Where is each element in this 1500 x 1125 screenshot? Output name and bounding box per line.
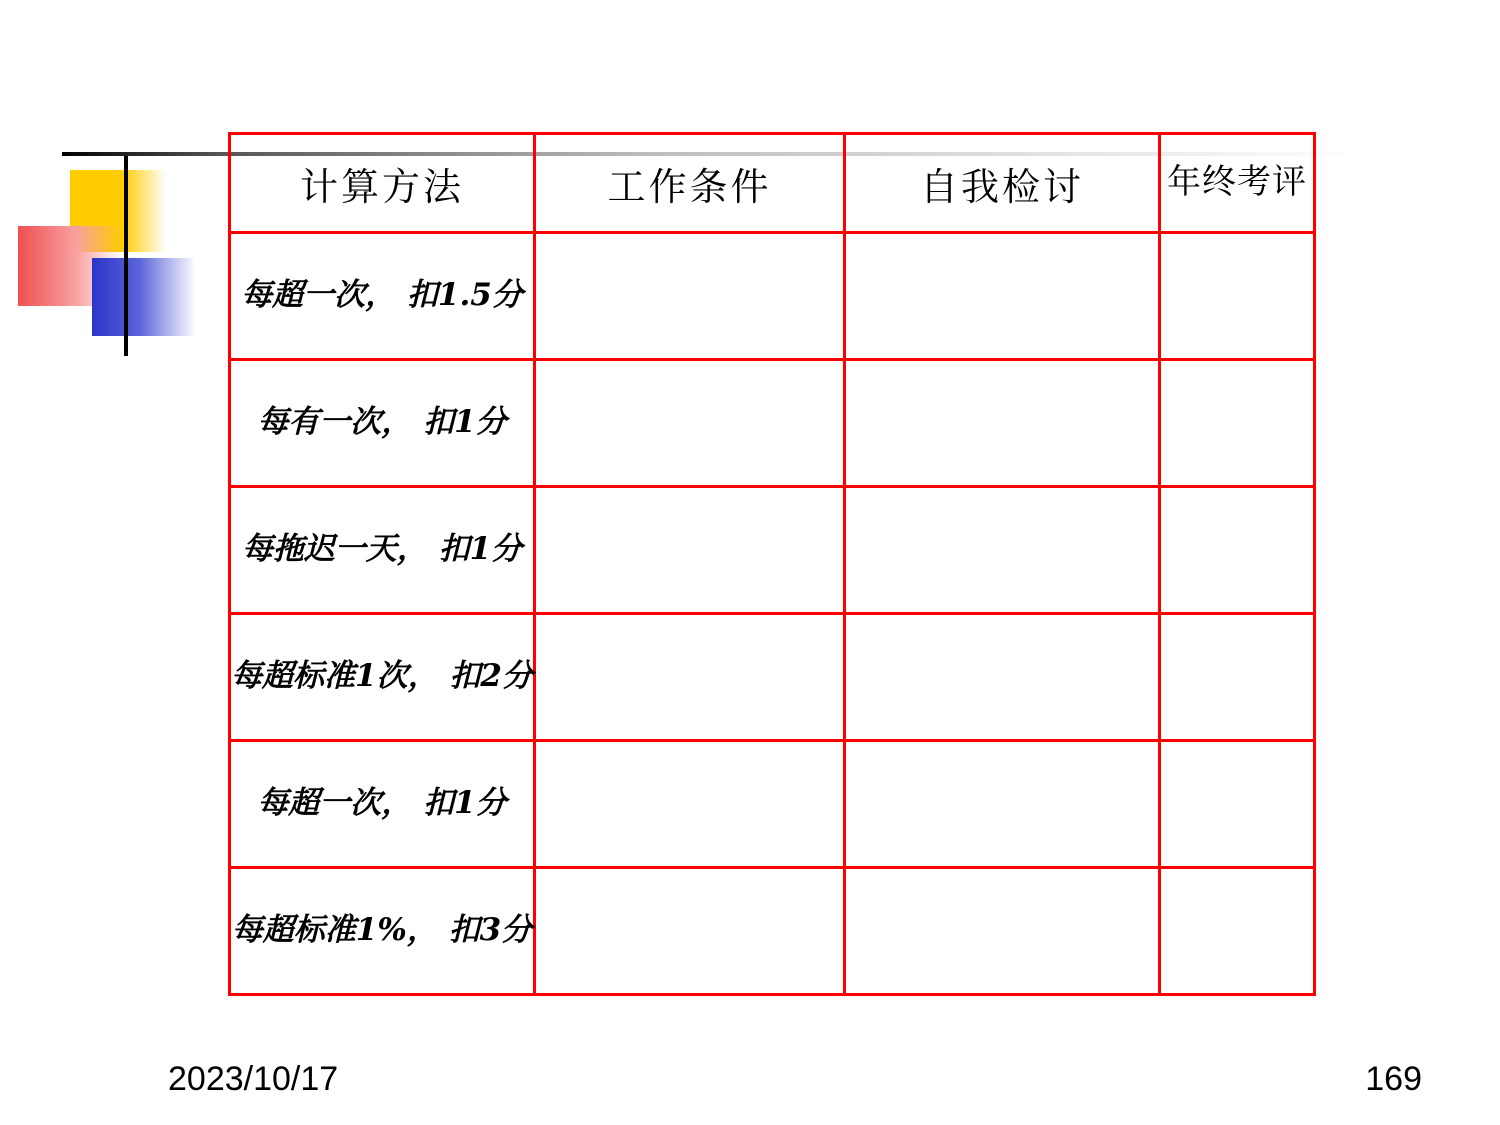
- cell-calc-method: 每拖迟一天， 扣1分: [230, 487, 535, 614]
- column-header-calc-method: 计算方法: [230, 134, 535, 233]
- cell-work-condition: [535, 741, 845, 868]
- assessment-table-container: [228, 132, 1313, 996]
- slide-date: 2023/10/17: [168, 1060, 339, 1098]
- cell-calc-method: 每有一次， 扣1分: [230, 360, 535, 487]
- table-row: [230, 741, 1315, 868]
- cell-work-condition: [535, 360, 845, 487]
- cell-self-review: [845, 360, 1160, 487]
- cell-self-review: [845, 614, 1160, 741]
- table-row: [230, 360, 1315, 487]
- cell-calc-method: 每超标准1%， 扣3分: [230, 868, 535, 995]
- cell-year-end: [1160, 360, 1315, 487]
- cell-work-condition: [535, 487, 845, 614]
- cell-work-condition: [535, 233, 845, 360]
- decorative-logo: [14, 140, 214, 360]
- assessment-table: [228, 132, 1316, 996]
- cell-self-review: [845, 233, 1160, 360]
- table-row: [230, 233, 1315, 360]
- cell-self-review: [845, 741, 1160, 868]
- cell-year-end: [1160, 741, 1315, 868]
- table-row: [230, 868, 1315, 995]
- cell-self-review: [845, 868, 1160, 995]
- column-header-self-review: 自我检讨: [845, 134, 1160, 233]
- cell-self-review: [845, 487, 1160, 614]
- blue-square-icon: [92, 258, 196, 336]
- vertical-rule-icon: [124, 156, 128, 356]
- cell-year-end: [1160, 868, 1315, 995]
- column-header-year-end-review: 年终考评: [1160, 134, 1315, 233]
- cell-work-condition: [535, 614, 845, 741]
- cell-year-end: [1160, 487, 1315, 614]
- cell-work-condition: [535, 868, 845, 995]
- column-header-work-condition: 工作条件: [535, 134, 845, 233]
- table-header-row: [230, 134, 1315, 233]
- slide-page-number: 169: [1365, 1060, 1422, 1098]
- cell-year-end: [1160, 233, 1315, 360]
- cell-calc-method: 每超一次， 扣1.5分: [230, 233, 535, 360]
- table-row: [230, 614, 1315, 741]
- cell-year-end: [1160, 614, 1315, 741]
- cell-calc-method: 每超标准1次， 扣2分: [230, 614, 535, 741]
- cell-calc-method: 每超一次， 扣1分: [230, 741, 535, 868]
- table-row: [230, 487, 1315, 614]
